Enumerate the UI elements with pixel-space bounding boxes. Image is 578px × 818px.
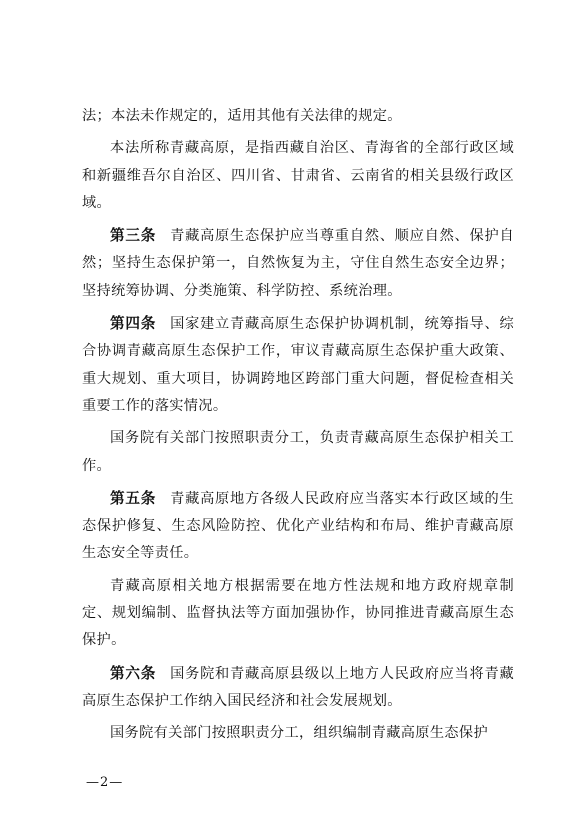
page-number: —2— [86,775,124,790]
paragraph-text: 青藏高原相关地方根据需要在地方性法规和地方政府规章制定、规划编制、监督执法等方面加强协作，协同推进青藏高原生态保护。 [82,577,514,649]
paragraph-text: 法；本法未作规定的，适用其他有关法律的规定。 [82,108,402,124]
article-6 [82,660,514,716]
paragraph-definition [82,135,514,217]
paragraph-continuation [82,103,514,130]
paragraph-text: 青藏高原生态保护应当尊重自然、顺应自然、保护自然；坚持生态保护第一，自然恢复为主，守住自然生态安全边界；坚持统筹协调、分类施策、科学防控、系统治理。 [82,228,514,299]
paragraph-text: 国务院有关部门按照职责分工，组织编制青藏高原生态保护 [110,725,488,742]
article-number: 第六条 [110,664,157,682]
article-number: 第三条 [110,227,157,245]
article-4 [82,310,514,420]
article-5-paragraph-2 [82,573,514,655]
article-3 [82,222,514,305]
article-number: 第五条 [110,489,157,507]
article-4-paragraph-2 [82,425,514,480]
paragraph-text: 青藏高原地方各级人民政府应当落实本行政区域的生态保护修复、生态风险防控、优化产业结构和布局、维护青藏高原生态安全等责任。 [82,490,514,562]
paragraph-text: 国家建立青藏高原生态保护协调机制，统筹指导、综合协调青藏高原生态保护工作，审议青藏高原生态保护重大政策、重大规划、重大项目，协调跨地区跨部门重大问题，督促检查相关重要工作的落实情况。 [82,316,514,414]
article-5 [82,485,514,568]
article-number: 第四条 [110,315,157,333]
article-6-paragraph-2 [82,720,514,747]
body-text [82,103,514,753]
paragraph-text: 本法所称青藏高原，是指西藏自治区、青海省的全部行政区域和新疆维吾尔自治区、四川省、甘肃省、云南省的相关县级行政区域。 [82,140,514,211]
paragraph-text: 国务院和青藏高原县级以上地方人民政府应当将青藏高原生态保护工作纳入国民经济和社会发展规划。 [82,665,514,709]
paragraph-text: 国务院有关部门按照职责分工，负责青藏高原生态保护相关工作。 [82,430,514,474]
